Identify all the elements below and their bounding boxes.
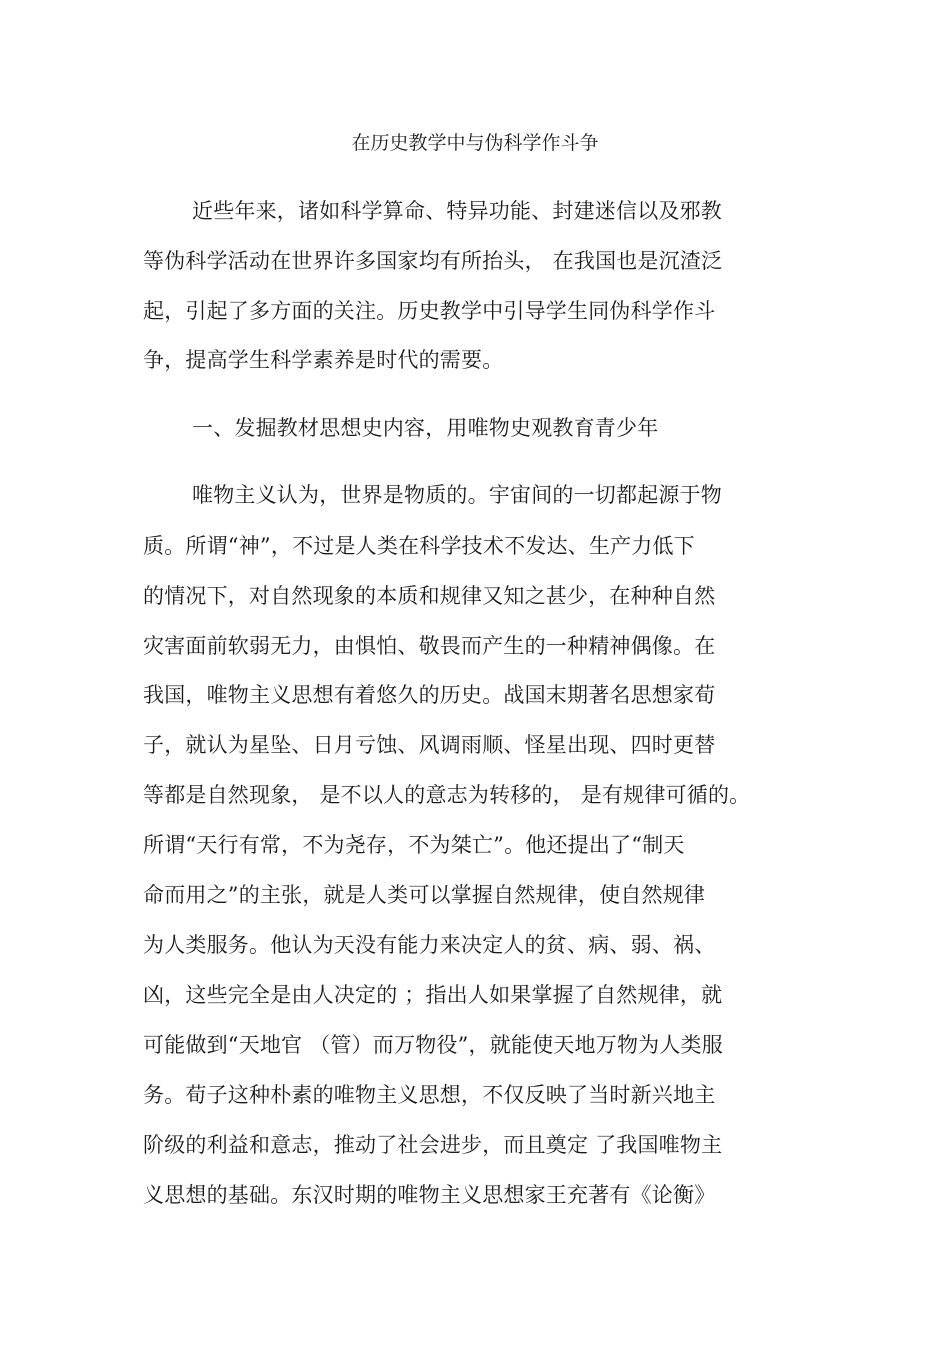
paragraph-1-line-3: 起，引起了多方面的关注。历史教学中引导学生同伪科学作斗	[143, 299, 716, 323]
paragraph-2-line-3: 的情况下，对自然现象的本质和规律又知之甚少，在种种自然	[143, 584, 716, 608]
paragraph-2-line-4: 灾害面前软弱无力，由惧怕、敬畏而产生的一种精神偶像。在	[143, 634, 716, 658]
document-title: 在历史教学中与伪科学作斗争	[351, 132, 599, 154]
section-heading-1: 一、发掘教材思想史内容，用唯物史观教育青少年	[192, 416, 659, 440]
paragraph-2-line-13: 务。荀子这种朴素的唯物主义思想，不仅反映了当时新兴地主	[143, 1083, 716, 1107]
paragraph-2-line-8: 所谓“天行有常，不为尧存，不为桀亡”。他还提出了“制天	[143, 833, 685, 857]
paragraph-2-line-2: 质。所谓“神”，不过是人类在科学技术不发达、生产力低下	[143, 534, 695, 558]
paragraph-2-line-7: 等都是自然现象， 是不以人的意志为转移的， 是有规律可循的。	[143, 783, 751, 807]
paragraph-1-line-4: 争，提高学生科学素养是时代的需要。	[143, 348, 504, 372]
paragraph-2-line-10: 为人类服务。他认为天没有能力来决定人的贫、病、弱、祸、	[143, 933, 716, 957]
paragraph-2-line-9: 命而用之”的主张，就是人类可以掌握自然规律，使自然规律	[143, 883, 706, 907]
paragraph-1-line-2: 等伪科学活动在世界许多国家均有所抬头， 在我国也是沉渣泛	[143, 249, 723, 273]
paragraph-2-line-6: 子，就认为星坠、日月亏蚀、风调雨顺、怪星出现、四时更替	[143, 733, 716, 757]
paragraph-2-line-11: 凶，这些完全是由人决定的 ；指出人如果掌握了自然规律，就	[143, 983, 723, 1007]
paragraph-2-line-15: 义思想的基础。东汉时期的唯物主义思想家王充著有《论衡》	[143, 1183, 716, 1207]
paragraph-2-line-1: 唯物主义认为，世界是物质的。宇宙间的一切都起源于物	[192, 483, 722, 507]
paragraph-1-line-1: 近些年来，诸如科学算命、特异功能、封建迷信以及邪教	[192, 199, 722, 223]
paragraph-2-line-5: 我国，唯物主义思想有着悠久的历史。战国末期著名思想家荀	[143, 683, 716, 707]
paragraph-2-line-14: 阶级的利益和意志，推动了社会进步，而且奠定 了我国唯物主	[143, 1133, 723, 1157]
paragraph-2-line-12: 可能做到“天地官 （管）而万物役”，就能使天地万物为人类服	[143, 1033, 723, 1057]
